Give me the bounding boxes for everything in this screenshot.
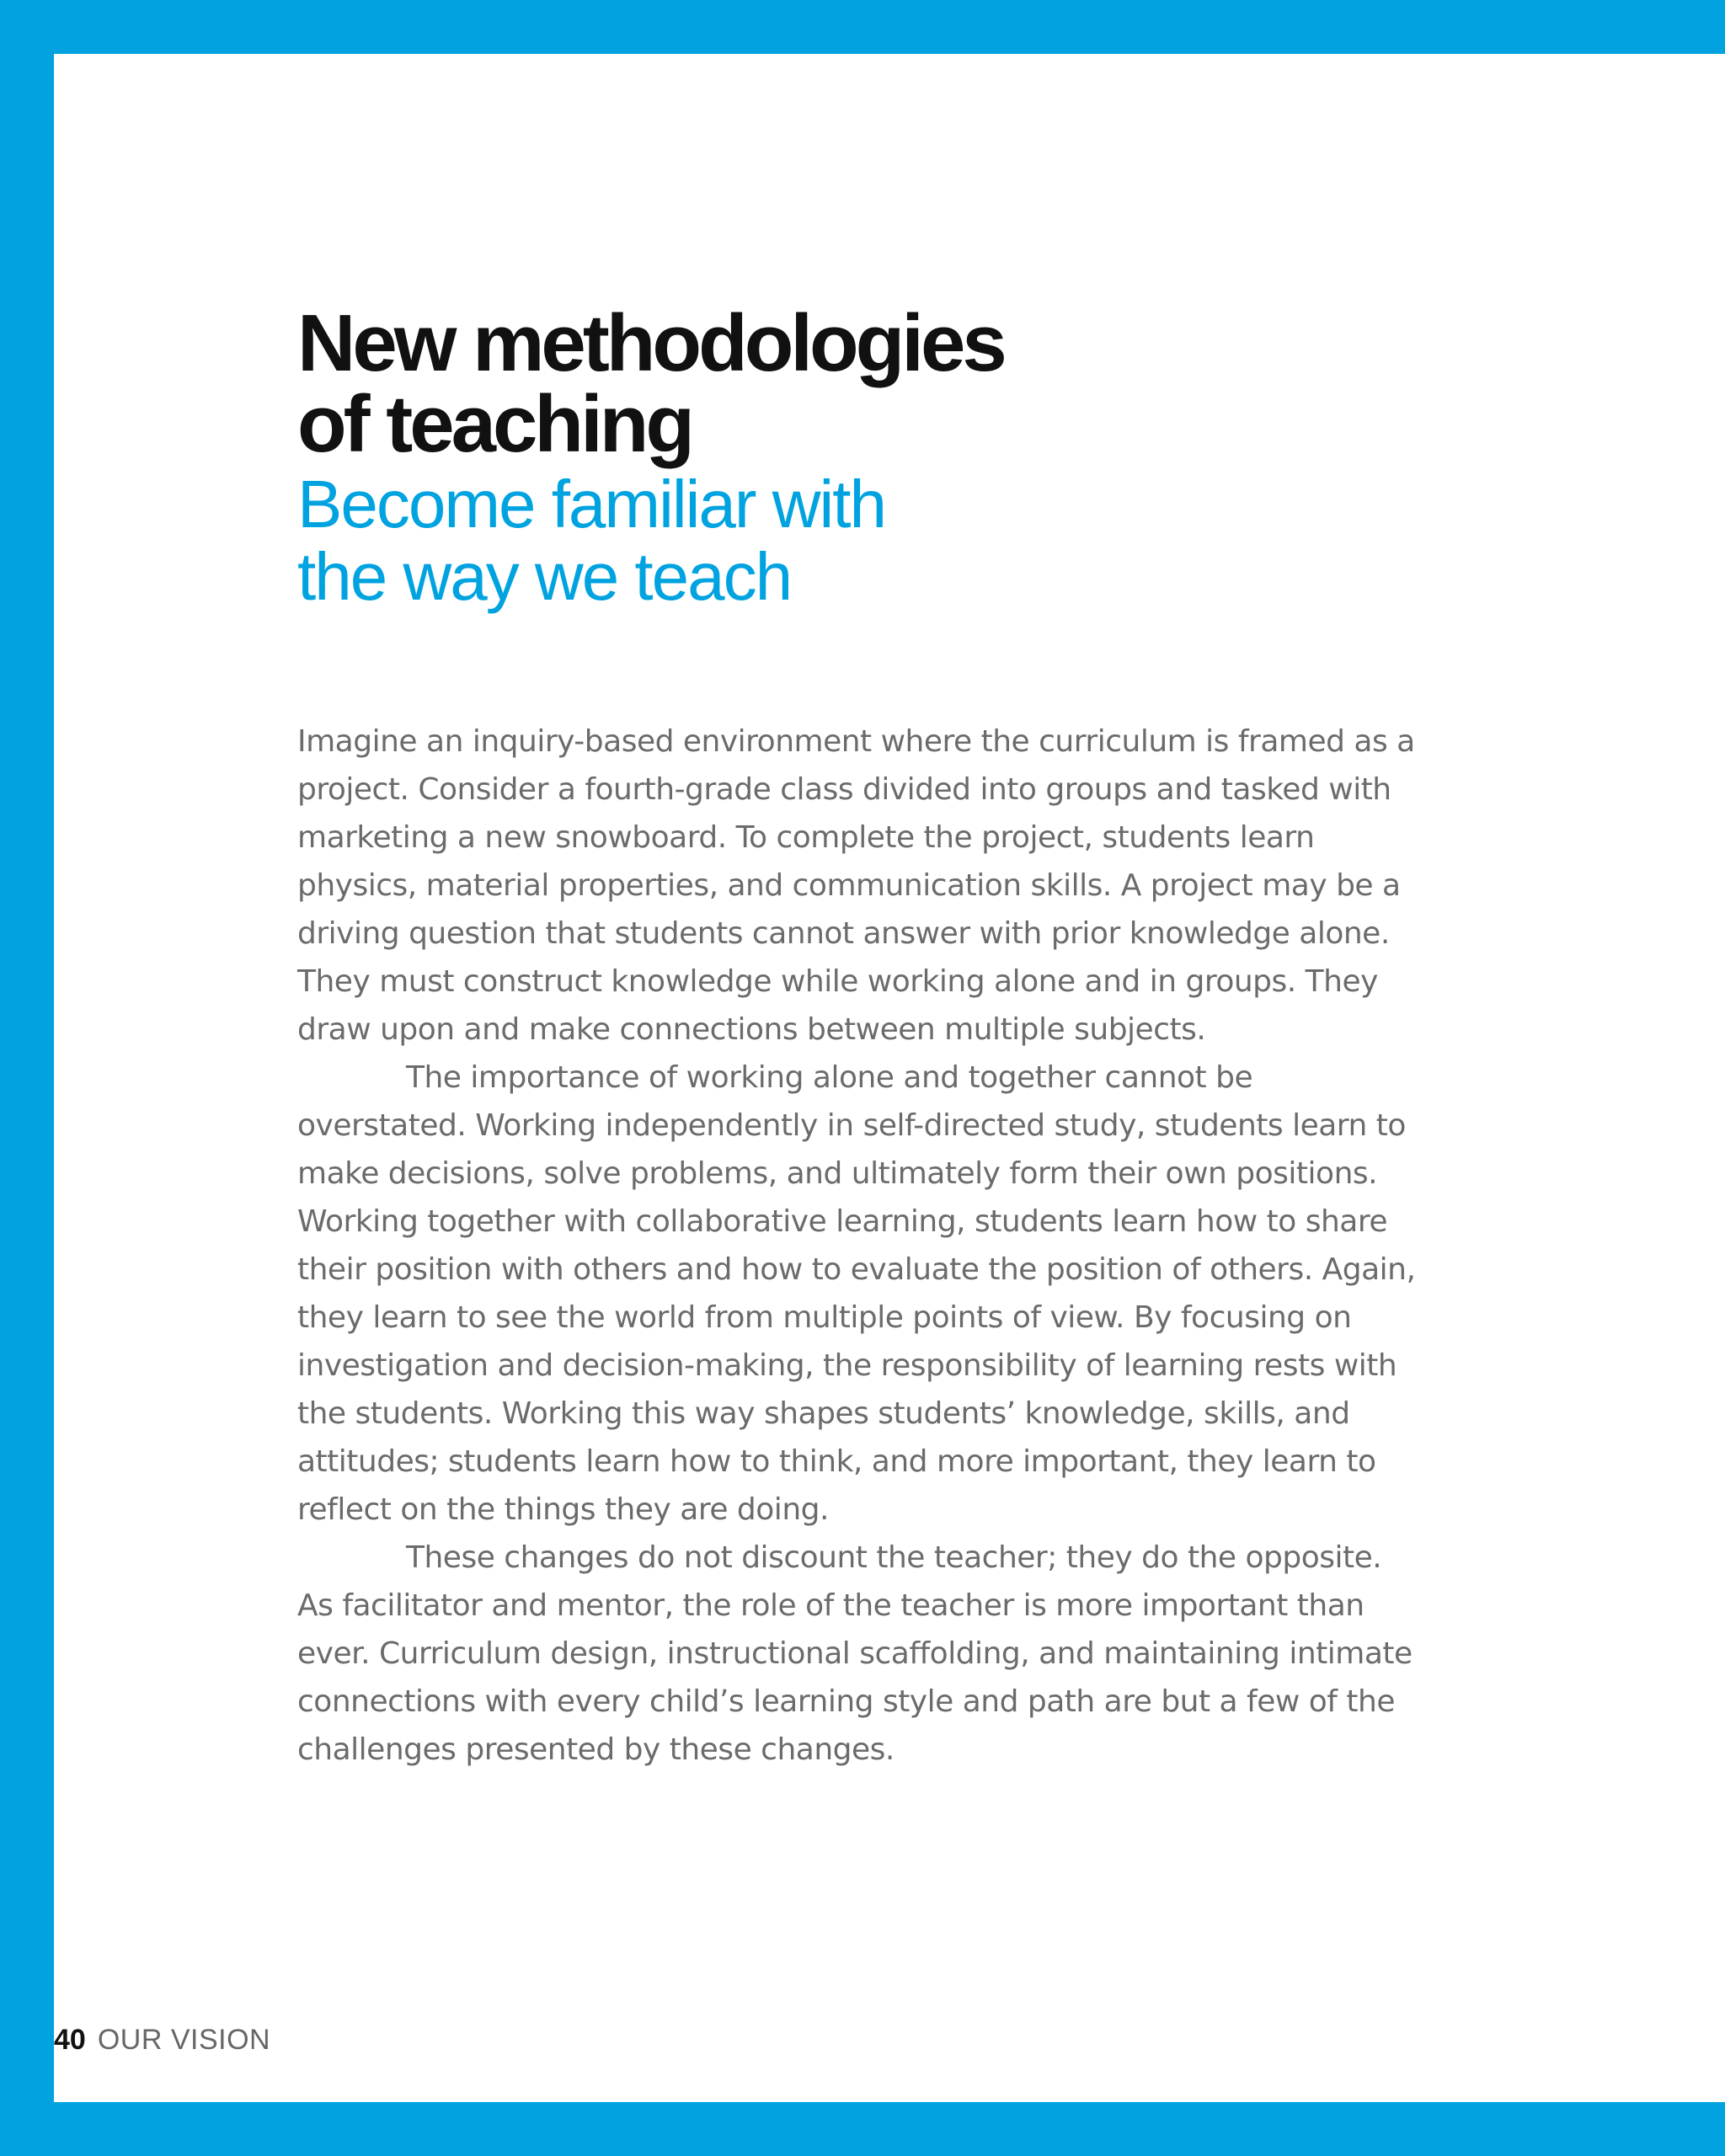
page-number: 40	[54, 2024, 86, 2056]
paragraph-3: These changes do not discount the teacher; they do the opposite. As facilitator and mentor, the role of the teacher is more important than ever. Curriculum design, instructional scaffolding, and maintaining intimate connections with every child’s learning style and path are but a few of the challenges presented by these changes.	[297, 1540, 1413, 1767]
paragraph-2: The importance of working alone and together cannot be overstated. Working independently in self-directed study, students learn to make decisions, solve problems, and ultimately form their own positions. Working together with collaborative learning, students learn how to share their position with others and how to evaluate the position of others. Again, they learn to see the world from multiple points of view. By focusing on investigation and decision-making, the responsibility of learning rests with the students. Working this way shapes students’ knowledge, skills, and attitudes; students learn how to think, and more important, they learn to reflect on the things they are doing.	[297, 1060, 1416, 1527]
body-text	[297, 718, 1426, 1774]
page-footer	[54, 2023, 270, 2057]
page-subtitle	[297, 468, 1426, 613]
article	[297, 298, 1426, 1774]
page-title	[297, 298, 1426, 469]
subtitle-line-2: the way we teach	[297, 539, 792, 614]
section-label: OUR VISION	[97, 2024, 271, 2056]
paragraph-1: Imagine an inquiry-based environment where the curriculum is framed as a project. Consider a fourth-grade class divided into groups and tasked with marketing a new snowboard. To complete the project, students learn physics, material properties, and communication skills. A project may be a driving question that students cannot answer with prior knowledge alone. They must construct knowledge while working alone and in groups. They draw upon and make connections between multiple subjects.	[297, 724, 1415, 1047]
page	[54, 54, 1725, 2102]
title-line-1: New methodologies	[297, 298, 1004, 388]
subtitle-line-1: Become familiar with	[297, 467, 886, 542]
title-line-2: of teaching	[297, 379, 692, 469]
